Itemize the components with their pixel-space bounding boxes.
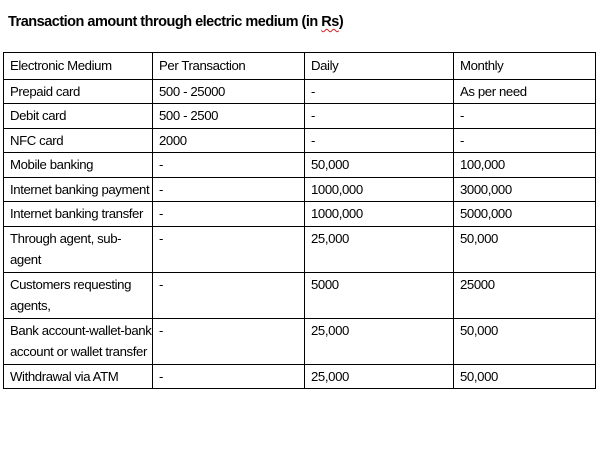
- daily-cell: -: [305, 79, 454, 104]
- per-transaction-cell: -: [153, 202, 305, 227]
- transaction-limits-table: [3, 52, 596, 389]
- daily-cell: 25,000: [305, 226, 454, 272]
- table-row: [4, 272, 596, 318]
- table-row: [4, 128, 596, 153]
- title-unit: Rs: [321, 14, 339, 30]
- monthly-cell: 50,000: [454, 318, 596, 364]
- column-header-daily: Daily: [305, 53, 454, 80]
- medium-cell: Internet banking payment: [4, 177, 153, 202]
- column-header-per-transaction: Per Transaction: [153, 53, 305, 80]
- table-row: [4, 202, 596, 227]
- daily-cell: 25,000: [305, 318, 454, 364]
- monthly-cell: As per need: [454, 79, 596, 104]
- per-transaction-cell: -: [153, 226, 305, 272]
- table-row: [4, 318, 596, 364]
- table-row: [4, 104, 596, 129]
- medium-cell: Mobile banking: [4, 153, 153, 178]
- medium-cell: NFC card: [4, 128, 153, 153]
- monthly-cell: -: [454, 104, 596, 129]
- per-transaction-cell: -: [153, 153, 305, 178]
- per-transaction-cell: -: [153, 177, 305, 202]
- page-title: [8, 14, 343, 30]
- monthly-cell: 25000: [454, 272, 596, 318]
- table-row: [4, 79, 596, 104]
- medium-cell: Through agent, sub-agent: [4, 226, 153, 272]
- medium-cell: Debit card: [4, 104, 153, 129]
- column-header-monthly: Monthly: [454, 53, 596, 80]
- medium-cell: Withdrawal via ATM: [4, 364, 153, 389]
- table-row: [4, 226, 596, 272]
- medium-cell: Internet banking transfer: [4, 202, 153, 227]
- header-row: [4, 53, 596, 80]
- title-suffix: ): [338, 14, 344, 30]
- per-transaction-cell: -: [153, 364, 305, 389]
- daily-cell: 5000: [305, 272, 454, 318]
- daily-cell: 25,000: [305, 364, 454, 389]
- daily-cell: 1000,000: [305, 202, 454, 227]
- medium-cell: Customers requesting agents,: [4, 272, 153, 318]
- monthly-cell: 50,000: [454, 226, 596, 272]
- table-row: [4, 364, 596, 389]
- daily-cell: -: [305, 104, 454, 129]
- per-transaction-cell: 500 - 25000: [153, 79, 305, 104]
- monthly-cell: -: [454, 128, 596, 153]
- title-text: Transaction amount through electric medium (in: [8, 14, 322, 30]
- medium-cell: Prepaid card: [4, 79, 153, 104]
- monthly-cell: 5000,000: [454, 202, 596, 227]
- per-transaction-cell: 2000: [153, 128, 305, 153]
- per-transaction-cell: -: [153, 318, 305, 364]
- daily-cell: -: [305, 128, 454, 153]
- per-transaction-cell: -: [153, 272, 305, 318]
- medium-cell: Bank account-wallet-bank account or wallet transfer: [4, 318, 153, 364]
- daily-cell: 1000,000: [305, 177, 454, 202]
- monthly-cell: 50,000: [454, 364, 596, 389]
- daily-cell: 50,000: [305, 153, 454, 178]
- table-row: [4, 153, 596, 178]
- monthly-cell: 3000,000: [454, 177, 596, 202]
- table-row: [4, 177, 596, 202]
- monthly-cell: 100,000: [454, 153, 596, 178]
- per-transaction-cell: 500 - 2500: [153, 104, 305, 129]
- column-header-medium: Electronic Medium: [4, 53, 153, 80]
